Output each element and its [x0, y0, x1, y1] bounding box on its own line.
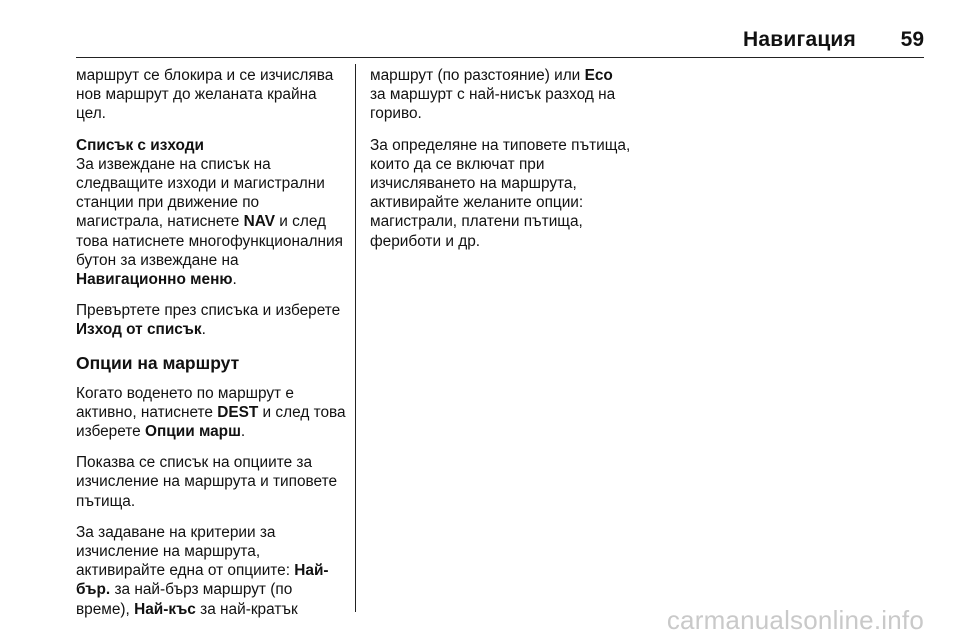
column-divider — [355, 64, 356, 612]
text-run: маршрут (по разстояние) или — [370, 67, 585, 84]
section-title: Навигация — [743, 28, 856, 51]
exits-list-heading: Списък с изходи — [76, 136, 204, 154]
navigation-menu-label: Навигационно меню — [76, 271, 233, 289]
page-header — [76, 26, 924, 56]
text-run: За задаване на критерии за изчисление на маршрута, активирайте една от опциите: — [76, 523, 295, 580]
text-run: . — [201, 321, 206, 339]
text-run: . — [232, 271, 237, 289]
fastest-option-label: Най-бър. — [76, 562, 329, 599]
left-column — [76, 66, 346, 631]
dest-button-label: DEST — [217, 403, 259, 421]
nav-button-label: NAV — [243, 213, 275, 231]
paragraph-route-criteria — [76, 523, 346, 619]
route-options-heading: Опции на маршрут — [76, 352, 240, 373]
text-run: За извеждане на списък на следващите изходи и магистрални станции при движение по магистрала, натиснете — [76, 155, 325, 231]
text-run: Превъртете през списъка и изберете — [76, 302, 341, 320]
text-run: за най-бърз маршрут (по време), — [76, 581, 293, 618]
text-run: и след това натиснете многофункционалния бутон за извеждане на — [76, 213, 343, 269]
text-run: Когато воденето по маршрут е активно, натиснете — [76, 384, 294, 421]
exit-list-label: Изход от списък — [76, 321, 202, 339]
shortest-option-label: Най-къс — [134, 600, 196, 618]
header-rule — [76, 57, 924, 58]
text-run: . — [240, 423, 246, 441]
paragraph-options-list: Показва се списък на опциите за изчисление на маршрута и типовете пътища. — [76, 454, 338, 510]
route-options-label: Опции марш — [145, 423, 241, 441]
eco-option-label: Eco — [584, 67, 613, 84]
text-run: за най-кратък — [195, 600, 298, 618]
page-number: 59 — [900, 28, 924, 51]
paragraph-route-blocked: маршрут се блокира и се изчислява нов маршрут до желаната крайна цел. — [76, 67, 334, 123]
text-run: и след това изберете — [76, 403, 346, 441]
text-run: за маршурт с най-нисък разход на гориво. — [370, 86, 616, 123]
paragraph-exits-list — [76, 155, 346, 289]
paragraph-eco-route — [370, 66, 632, 124]
paragraph-road-types: За определяне на типовете пътища, които да се включат при изчисляването на маршрута, активирайте желаните опции: магистрали, платени пътища, фериботи и др. — [370, 136, 631, 250]
watermark-text: carmanualsonline.info — [666, 605, 924, 635]
right-column — [370, 66, 632, 263]
paragraph-scroll-list — [76, 301, 346, 339]
paragraph-route-options-intro — [76, 384, 346, 442]
